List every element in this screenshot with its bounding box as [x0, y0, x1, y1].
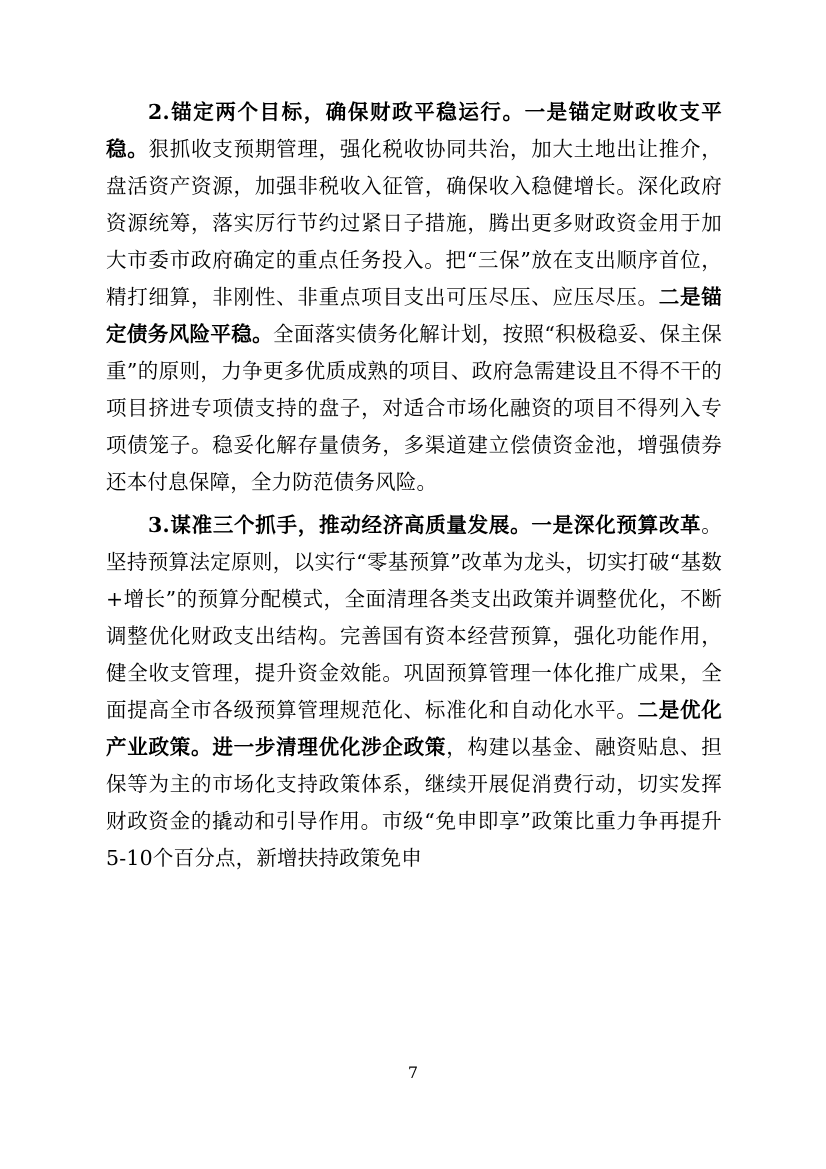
body-text: ，构建以基金、融资贴息、担保等为主的市场化支持政策体系，继续开展促消费行动，切实发挥财政资金的撬动和引导作用。市级“免申即享”政策比重力争再提升5-10个百分点，新增扶持政策免申	[106, 735, 723, 870]
paragraph-economic-development	[106, 507, 722, 877]
body-text: 。坚持预算法定原则，以实行“零基预算”改革为龙头，切实打破“基数+增长”的预算分配模式，全面清理各类支出政策并调整优化，不断调整优化财政支出结构。完善国有资本经营预算，强化功能作用，健全收支管理，提升资金效能。巩固预算管理一体化推广成果，全面提高全市各级预算管理规范化、标准化和自动化水平。	[106, 513, 722, 722]
document-body	[106, 94, 722, 877]
body-text: 狠抓收支预期管理，强化税收协同共治，加大土地出让推介，盘活资产资源，加强非税收入征管，确保收入稳健增长。深化政府资源统筹，落实厉行节约过紧日子措施，腾出更多财政资金用于加大市委市政府确定的重点任务投入。把“三保”放在支出顺序首位，精打细算，非刚性、非重点项目支出可压尽压、应压尽压。	[106, 137, 722, 309]
page-number: 7	[407, 1063, 419, 1082]
section-heading-3: 3.谋准三个抓手，推动经济高质量发展。	[148, 513, 532, 537]
subheading-debt-risk: 二是锚定债务风险平稳。	[106, 285, 722, 346]
section-heading-2: 2.锚定两个目标，确保财政平稳运行。	[148, 100, 525, 124]
paragraph-fiscal-stability	[106, 94, 722, 501]
subheading-revenue-balance: 一是锚定财政收支平稳。	[106, 100, 722, 161]
subheading-industrial-policy: 二是优化产业政策。	[106, 698, 722, 759]
subheading-budget-reform: 一是深化预算改革	[531, 513, 702, 537]
body-text: 全面落实债务化解计划，按照“积极稳妥、保主保重”的原则，力争更多优质成熟的项目、政府急需建设且不得不干的项目挤进专项债支持的盘子，对适合市场化融资的项目不得列入专项债笼子。稳妥化解存量债务，多渠道建立偿债资金池，增强债券还本付息保障，全力防范债务风险。	[106, 322, 722, 494]
emphasis-enterprise-policy: 进一步清理优化涉企政策	[212, 735, 447, 759]
